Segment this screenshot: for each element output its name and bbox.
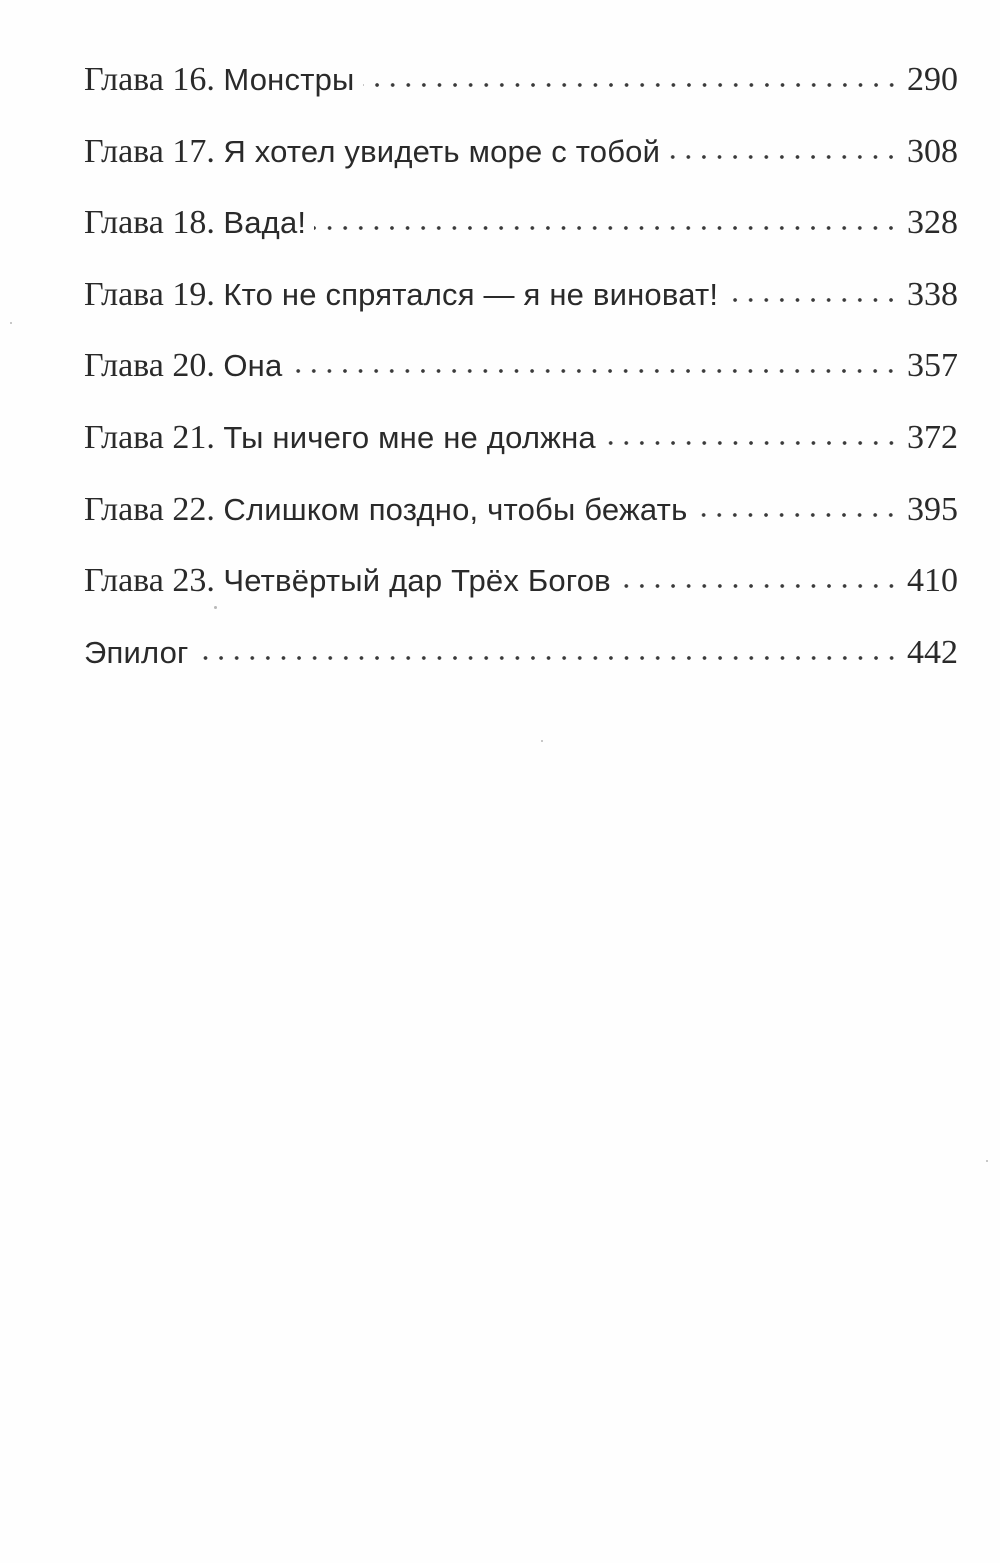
scan-speck [986, 1160, 988, 1162]
dot-leader [668, 154, 899, 160]
chapter-title: Кто не спрятался — я не виноват! [223, 276, 719, 312]
chapter-number: Глава 23. [84, 562, 224, 600]
toc-entry [84, 195, 958, 267]
toc-entry [84, 124, 958, 196]
toc-entry [84, 553, 958, 625]
dot-leader [619, 583, 899, 589]
page-number: 442 [907, 633, 958, 671]
chapter-title: Она [223, 348, 283, 384]
page-number: 308 [907, 132, 958, 170]
page-number: 372 [907, 418, 958, 456]
toc-entry [84, 338, 958, 410]
chapter-title: Эпилог [84, 634, 189, 670]
chapter-title: Четвёртый дар Трёх Богов [223, 563, 611, 599]
chapter-title: Вада! [223, 205, 307, 241]
page-number: 290 [907, 61, 958, 98]
dot-leader [290, 368, 899, 374]
toc-entry [84, 482, 958, 554]
toc-entry-epilogue [84, 625, 958, 697]
chapter-number: Глава 18. [84, 204, 224, 242]
dot-leader [197, 655, 899, 661]
toc-entry [84, 267, 958, 339]
chapter-title: Ты ничего мне не должна [223, 419, 596, 455]
dot-leader [726, 297, 899, 303]
scan-speck [541, 740, 543, 742]
chapter-title: Я хотел увидеть море с тобой [223, 133, 661, 169]
chapter-number: Глава 16. [84, 61, 224, 98]
chapter-number: Глава 19. [84, 275, 224, 313]
chapter-title: Монстры [223, 62, 355, 97]
dot-leader [363, 82, 899, 88]
page-number: 410 [907, 562, 958, 600]
scan-speck [10, 322, 12, 324]
scan-speck [214, 606, 217, 609]
chapter-number: Глава 17. [84, 132, 224, 170]
toc-entry [84, 52, 958, 124]
dot-leader [314, 225, 899, 231]
dot-leader [604, 440, 899, 446]
dot-leader [695, 512, 899, 518]
page-number: 357 [907, 347, 958, 385]
chapter-number: Глава 20. [84, 347, 224, 385]
chapter-number: Глава 21. [84, 418, 224, 456]
chapter-title: Слишком поздно, чтобы бежать [223, 491, 688, 527]
page-number: 338 [907, 275, 958, 313]
page-number: 395 [907, 490, 958, 528]
toc-entry [84, 410, 958, 482]
chapter-number: Глава 22. [84, 490, 224, 528]
page-number: 328 [907, 204, 958, 242]
table-of-contents [84, 52, 958, 696]
